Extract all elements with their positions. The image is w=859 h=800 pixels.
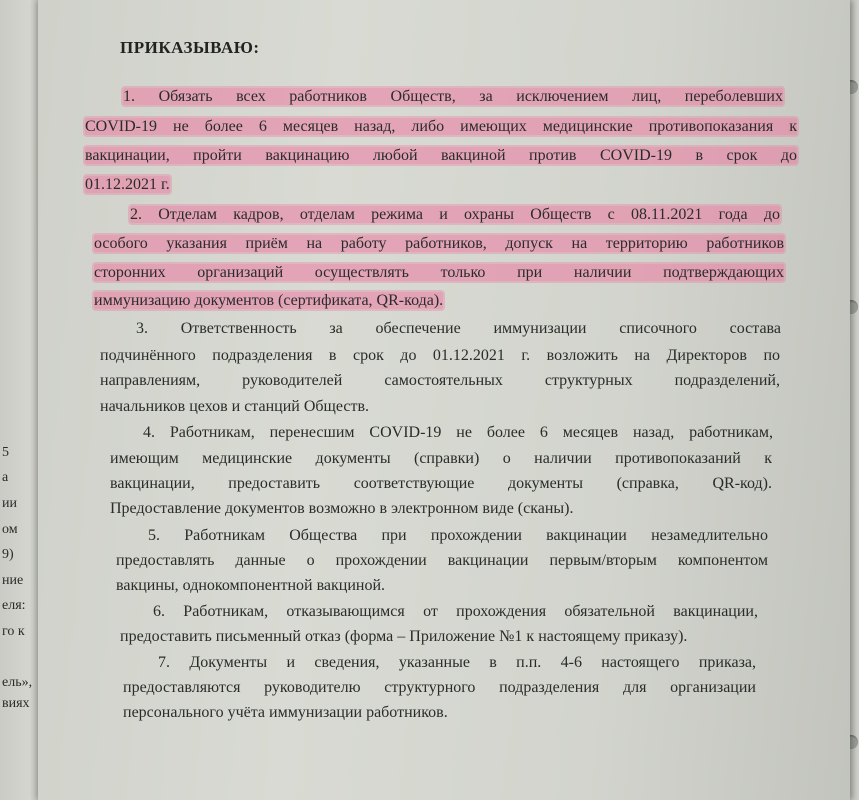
- item-4-line-3: вакцинации, предоставить соответствующие документы (справка, QR-код).: [110, 475, 772, 492]
- item-3-line-4: начальников цехов и станций Обществ.: [100, 398, 369, 415]
- item-4-line-4: Предоставление документов возможно в электронном виде (сканы).: [110, 500, 574, 517]
- left-fragment: еля:: [2, 598, 26, 613]
- item-5-line-2: предоставлять данные о прохождении вакцинации первым/вторым компонентом: [116, 552, 768, 569]
- item-1-line-1: 1. Обязать всех работников Обществ, за исключением лиц, переболевших: [123, 88, 783, 105]
- item-4-line-2: имеющим медицинские документы (справки) о наличии противопоказаний к: [110, 450, 772, 467]
- item-6-line-1: 6. Работникам, отказывающимся от прохождения обязательной вакцинации,: [153, 603, 758, 620]
- item-6-line-2: предоставить письменный отказ (форма – Приложение №1 к настоящему приказу).: [120, 628, 688, 645]
- left-page-edge: [0, 0, 42, 800]
- item-1-line-3: вакцинации, пройти вакцинацию любой вакциной против COVID-19 в срок до: [85, 147, 797, 164]
- item-1-line-2: COVID-19 не более 6 месяцев назад, либо имеющих медицинские противопоказания к: [85, 118, 797, 135]
- order-document: [38, 0, 850, 800]
- item-3-line-2: подчинённого подразделения в срок до 01.12.2021 г. возложить на Директоров по: [100, 347, 780, 364]
- left-fragment: виях: [2, 696, 30, 711]
- left-fragment: 5: [2, 445, 9, 460]
- left-fragment: 9): [2, 547, 14, 562]
- item-2-line-4: иммунизацию документов (сертификата, QR-кода).: [94, 292, 444, 309]
- left-fragment: ом: [2, 522, 18, 537]
- item-7-line-3: персонального учёта иммунизации работников.: [123, 704, 448, 721]
- item-3-line-1: 3. Ответственность за обеспечение иммунизации списочного состава: [136, 320, 781, 337]
- document-heading: ПРИКАЗЫВАЮ:: [120, 38, 260, 57]
- item-7-line-2: предоставляются руководителю структурного подразделения для организации: [123, 679, 756, 696]
- left-fragment: а: [2, 470, 9, 485]
- item-4-line-1: 4. Работникам, перенесшим COVID-19 не более 6 месяцев назад, работникам,: [143, 424, 773, 441]
- left-fragment: ель»,: [2, 675, 33, 690]
- item-7-line-1: 7. Документы и сведения, указанные в п.п. 4-6 настоящего приказа,: [158, 654, 756, 671]
- item-1-line-4: 01.12.2021 г.: [85, 176, 170, 193]
- item-3-line-3: направлениям, руководителей самостоятельных структурных подразделений,: [100, 372, 780, 389]
- item-2-line-1: 2. Отделам кадров, отделам режима и охраны Обществ с 08.11.2021 года до: [130, 206, 780, 223]
- item-5-line-1: 5. Работникам Общества при прохождении вакцинации незамедлительно: [148, 527, 768, 544]
- left-fragment: го к: [2, 624, 25, 639]
- item-5-line-3: вакцины, однокомпонентной вакциной.: [116, 577, 386, 594]
- left-fragment: ние: [2, 573, 24, 588]
- item-2-line-2: особого указания приём на работу работников, допуск на территорию работников: [94, 235, 784, 252]
- item-2-line-3: сторонних организаций осуществлять только при наличии подтверждающих: [94, 264, 784, 281]
- left-fragment: ии: [2, 496, 17, 511]
